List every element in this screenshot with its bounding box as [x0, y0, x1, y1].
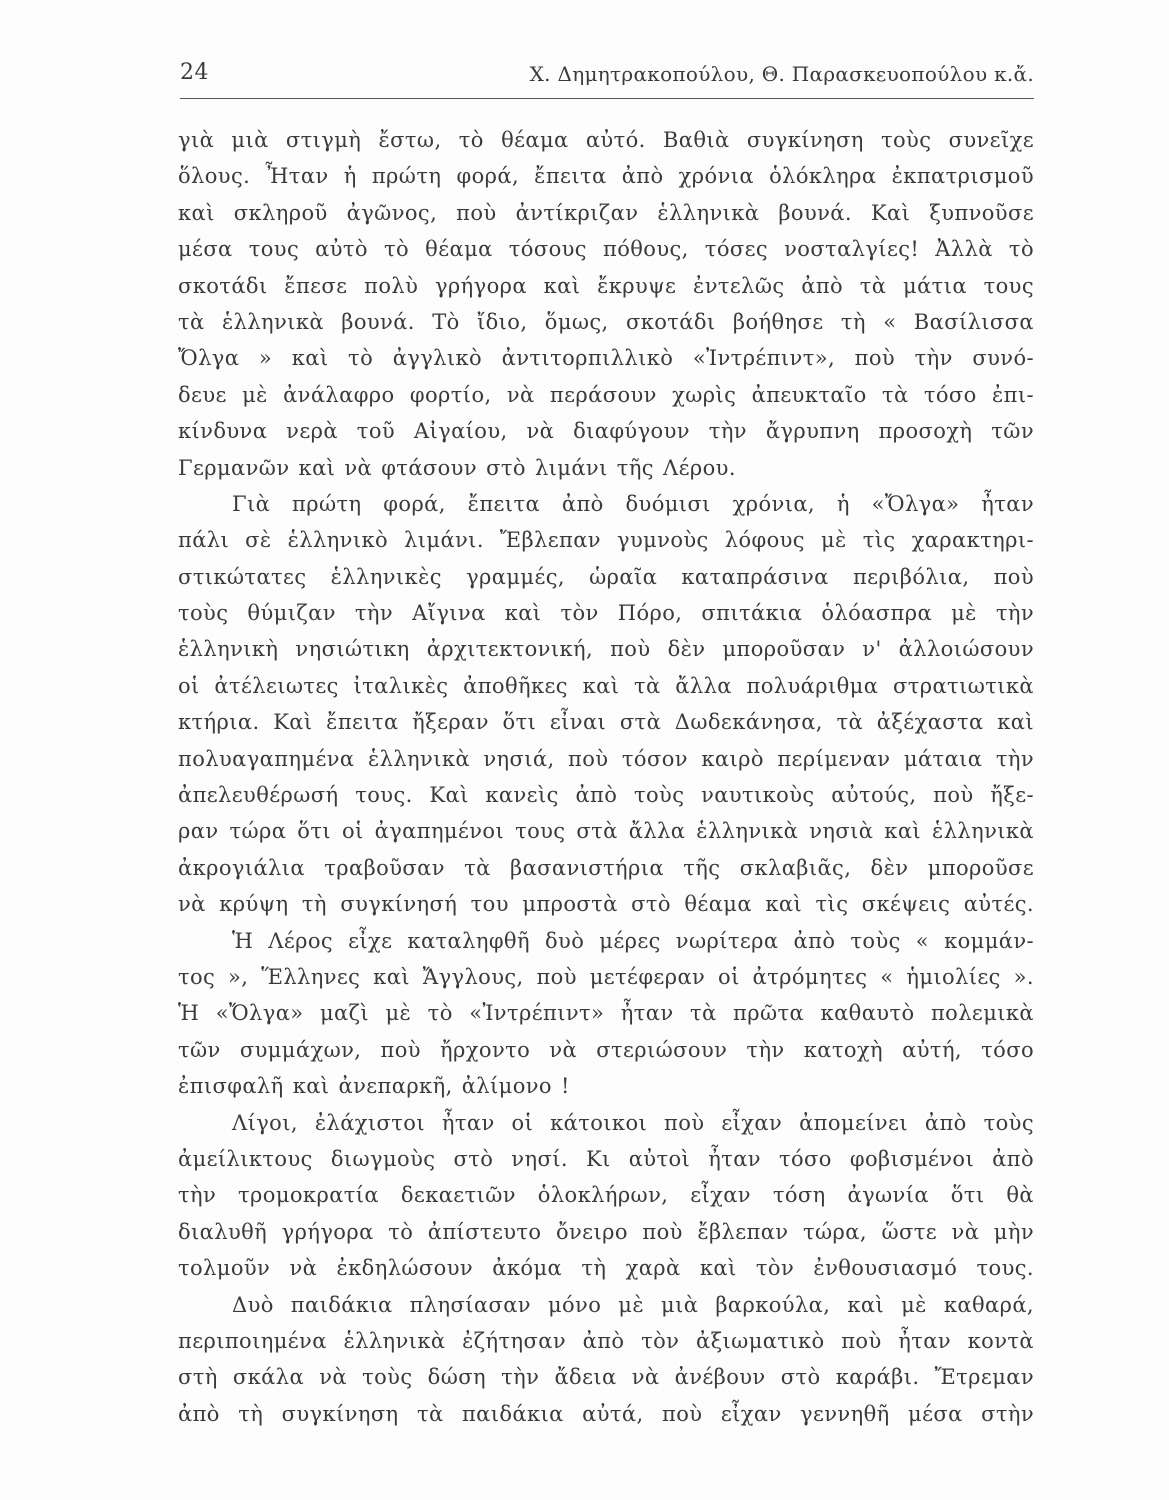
text-line: διαλυθῆ γρήγορα τὸ ἀπίστευτο ὄνειρο ποὺ ἔβλεπαν τώρα, ὥστε νὰ μὴν	[178, 1219, 1034, 1244]
text-line: νὰ κρύψη τὴ συγκίνησή του μπροστὰ στὸ θέαμα καὶ τὶς σκέψεις αὐτές.	[178, 892, 1034, 917]
text-line: ἀπελευθέρωσή τους. Καὶ κανεὶς ἀπὸ τοὺς ναυτικοὺς αὐτούς, ποὺ ἤξε-	[178, 783, 1034, 808]
paragraph-start-line: Δυὸ παιδάκια πλησίασαν μόνο μὲ μιὰ βαρκούλα, καὶ μὲ καθαρά,	[232, 1292, 1034, 1317]
text-line: ἀπὸ τὴ συγκίνηση τὰ παιδάκια αὐτά, ποὺ εἶχαν γεννηθῆ μέσα στὴν	[178, 1401, 1034, 1426]
text-line: μέσα τους αὐτὸ τὸ θέαμα τόσους πόθους, τόσες νοσταλγίες! Ἀλλὰ τὸ	[178, 237, 1034, 262]
text-line: δευε μὲ ἀνάλαφρο φορτίο, νὰ περάσουν χωρὶς ἀπευκταῖο τὰ τόσο ἐπι-	[178, 382, 1034, 407]
text-line: τοὺς θύμιζαν τὴν Αἴγινα καὶ τὸν Πόρο, σπιτάκια ὁλόασπρα μὲ τὴν	[178, 601, 1034, 626]
text-line: ραν τώρα ὅτι οἱ ἀγαπημένοι τους στὰ ἄλλα ἑλληνικὰ νησιὰ καὶ ἑλληνικὰ	[178, 819, 1034, 844]
paragraph-start-line: Λίγοι, ἐλάχιστοι ἦταν οἱ κάτοικοι ποὺ εἶχαν ἀπομείνει ἀπὸ τοὺς	[232, 1110, 1034, 1135]
text-line: ἀκρογιάλια τραβοῦσαν τὰ βασανιστήρια τῆς σκλαβιᾶς, δὲν μποροῦσε	[178, 855, 1034, 880]
text-line: ἑλληνικὴ νησιώτικη ἀρχιτεκτονική, ποὺ δὲν μποροῦσαν ν' ἀλλοιώσουν	[178, 637, 1034, 662]
page-number: 24	[180, 60, 209, 85]
text-line: καὶ σκληροῦ ἀγῶνος, ποὺ ἀντίκριζαν ἑλληνικὰ βουνά. Καὶ ξυπνοῦσε	[178, 200, 1034, 225]
text-line: ἀμείλικτους διωγμοὺς στὸ νησί. Κι αὐτοὶ ἦταν τόσο φοβισμένοι ἀπὸ	[178, 1146, 1034, 1171]
body-text	[178, 122, 1034, 1432]
text-line: πολυαγαπημένα ἑλληνικὰ νησιά, ποὺ τόσον καιρὸ περίμεναν μάταια τὴν	[178, 746, 1034, 771]
text-line: περιποιημένα ἑλληνικὰ ἐζήτησαν ἀπὸ τὸν ἀξιωματικὸ ποὺ ἦταν κοντὰ	[178, 1328, 1034, 1353]
text-line: γιὰ μιὰ στιγμὴ ἔστω, τὸ θέαμα αὐτό. Βαθιὰ συγκίνηση τοὺς συνεῖχε	[178, 128, 1034, 152]
text-line: στικώτατες ἑλληνικὲς γραμμές, ὡραῖα καταπράσινα περιβόλια, ποὺ	[178, 564, 1034, 589]
text-line: οἱ ἀτέλειωτες ἰταλικὲς ἀποθῆκες καὶ τὰ ἄλλα πολυάριθμα στρατιωτικὰ	[178, 673, 1034, 698]
text-line: τολμοῦν νὰ ἐκδηλώσουν ἀκόμα τὴ χαρὰ καὶ τὸν ἐνθουσιασμό τους.	[178, 1256, 1034, 1281]
text-line: ἐπισφαλῆ καὶ ἀνεπαρκῆ, ἀλίμονο !	[178, 1074, 570, 1099]
text-line: κτήρια. Καὶ ἔπειτα ἤξεραν ὅτι εἶναι στὰ Δωδεκάνησα, τὰ ἀξέχαστα καὶ	[178, 710, 1034, 735]
paragraph-start-line: Ἡ Λέρος εἶχε καταληφθῆ δυὸ μέρες νωρίτερα ἀπὸ τοὺς « κομμάν-	[232, 928, 1034, 953]
text-line: στὴ σκάλα νὰ τοὺς δώση τὴν ἄδεια νὰ ἀνέβουν στὸ καράβι. Ἔτρεμαν	[178, 1365, 1034, 1390]
text-line: τος », Ἕλληνες καὶ Ἄγγλους, ποὺ μετέφεραν οἱ ἀτρόμητες « ἡμιολίες ».	[178, 964, 1034, 989]
text-line: Ἡ «Ὄλγα» μαζὶ μὲ τὸ «Ἰντρέπιντ» ἦταν τὰ πρῶτα καθαυτὸ πολεμικὰ	[178, 1001, 1034, 1026]
paragraph-start-line: Γιὰ πρώτη φορά, ἔπειτα ἀπὸ δυόμισι χρόνια, ἡ «Ὄλγα» ἦταν	[232, 491, 1034, 516]
text-line: τὴν τρομοκρατία δεκαετιῶν ὁλοκλήρων, εἶχαν τόση ἀγωνία ὅτι θὰ	[178, 1183, 1034, 1208]
text-line: ὅλους. Ἦταν ἡ πρώτη φορά, ἔπειτα ἀπὸ χρόνια ὁλόκληρα ἐκπατρισμοῦ	[178, 164, 1034, 189]
text-line: τῶν συμμάχων, ποὺ ἤρχοντο νὰ στεριώσουν τὴν κατοχὴ αὐτή, τόσο	[178, 1037, 1034, 1062]
running-head: Χ. Δημητρακοπούλου, Θ. Παρασκευοπούλου κ.ἄ.	[529, 62, 1034, 86]
text-line: κίνδυνα νερὰ τοῦ Αἰγαίου, νὰ διαφύγουν τὴν ἄγρυπνη προσοχὴ τῶν	[178, 419, 1034, 444]
text-line: Γερμανῶν καὶ νὰ φτάσουν στὸ λιμάνι τῆς Λέρου.	[178, 455, 736, 480]
text-line: σκοτάδι ἔπεσε πολὺ γρήγορα καὶ ἔκρυψε ἐντελῶς ἀπὸ τὰ μάτια τους	[178, 273, 1034, 298]
text-line: Ὄλγα » καὶ τὸ ἀγγλικὸ ἀντιτορπιλλικὸ «Ἰντρέπιντ», ποὺ τὴν συνό-	[178, 346, 1034, 371]
page-header	[180, 58, 1034, 99]
text-line: πάλι σὲ ἑλληνικὸ λιμάνι. Ἔβλεπαν γυμνοὺς λόφους μὲ τὶς χαρακτηρι-	[178, 528, 1034, 553]
text-line: τὰ ἑλληνικὰ βουνά. Τὸ ἴδιο, ὅμως, σκοτάδι βοήθησε τὴ « Βασίλισσα	[178, 309, 1034, 334]
